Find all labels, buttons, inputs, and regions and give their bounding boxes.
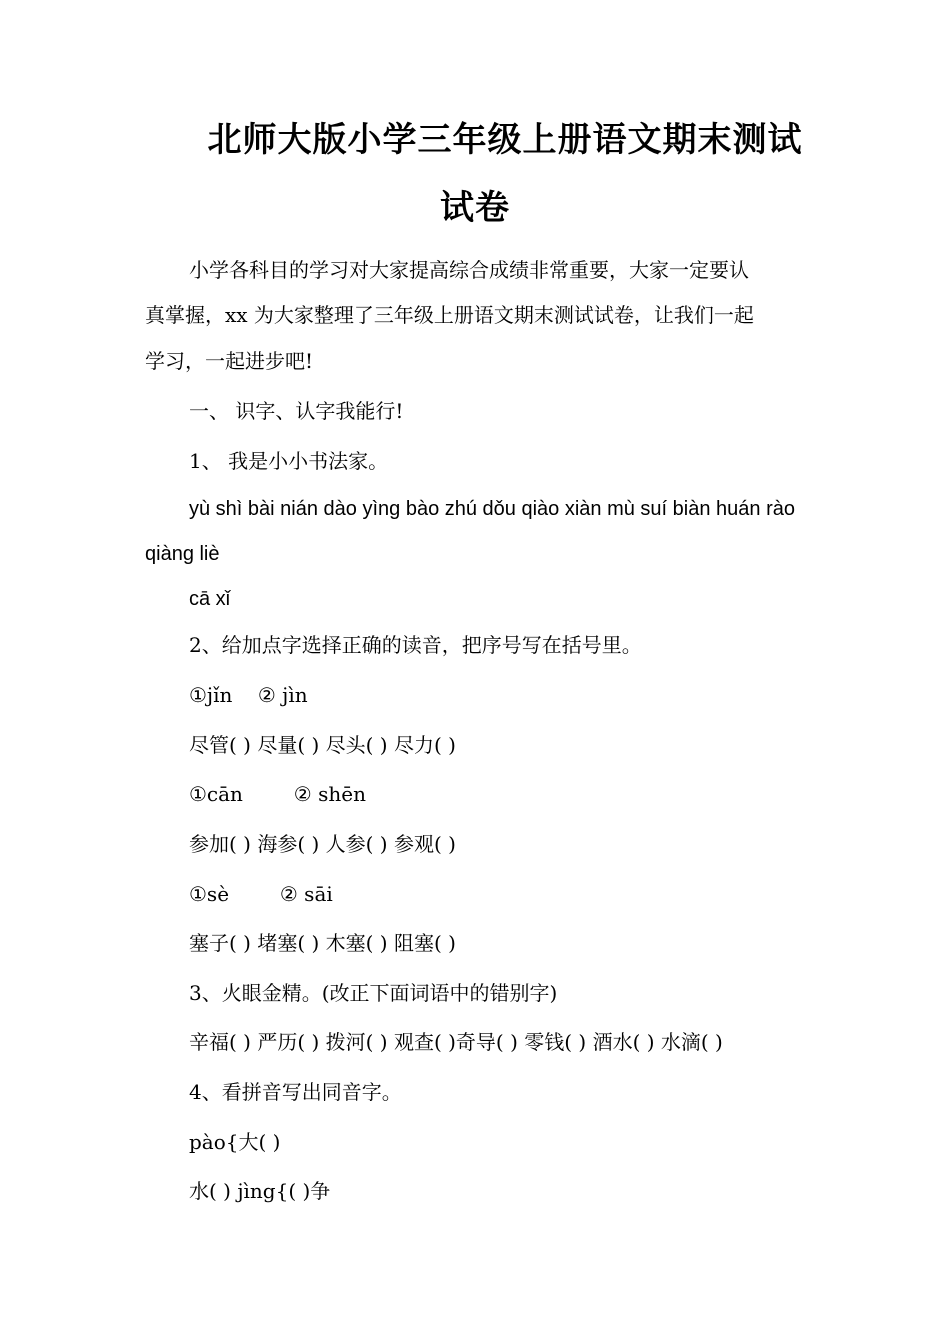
document-title-line1: 北师大版小学三年级上册语文期末测试	[207, 120, 803, 160]
question-2-options-2: ①cān ② shēn	[189, 782, 366, 806]
intro-line-3: 学习，一起进步吧!	[145, 349, 314, 373]
question-4-line-2: 水( ) jìng{( )争	[189, 1179, 331, 1203]
intro-line-1: 小学各科目的学习对大家提高综合成绩非常重要，大家一定要认	[189, 258, 749, 282]
question-2-options-3: ①sè ② sāi	[189, 882, 333, 906]
question-2-words-3: 塞子( ) 堵塞( ) 木塞( ) 阻塞( )	[189, 931, 456, 955]
question-3-words: 辛福( ) 严历( ) 拨河( ) 观查( )奇导( ) 零钱( ) 酒水( ) 水滴( )	[189, 1030, 723, 1054]
question-4: 4、看拼音写出同音字。	[189, 1080, 402, 1104]
question-1-pinyin-line-2: qiàng liè	[145, 543, 220, 565]
question-1-pinyin-line-1: yù shì bài nián dào yìng bào zhú dǒu qiào xiàn mù suí biàn huán rào	[189, 498, 795, 520]
question-2-options-1: ①jǐn ② jìn	[189, 683, 308, 707]
question-1-pinyin-line-3: cā xǐ	[189, 588, 231, 610]
intro-line-2: 真掌握，xx 为大家整理了三年级上册语文期末测试试卷，让我们一起	[145, 303, 754, 327]
document-title-line2: 试卷	[440, 188, 510, 228]
question-2: 2、给加点字选择正确的读音，把序号写在括号里。	[189, 633, 642, 657]
question-4-line-1: pào{大( )	[189, 1130, 281, 1154]
section-heading-1: 一、 识字、认字我能行!	[189, 399, 404, 423]
question-2-words-2: 参加( ) 海参( ) 人参( ) 参观( )	[189, 832, 456, 856]
question-3: 3、火眼金精。(改正下面词语中的错别字)	[189, 981, 558, 1005]
question-2-words-1: 尽管( ) 尽量( ) 尽头( ) 尽力( )	[189, 733, 456, 757]
question-1: 1、 我是小小书法家。	[189, 449, 389, 473]
